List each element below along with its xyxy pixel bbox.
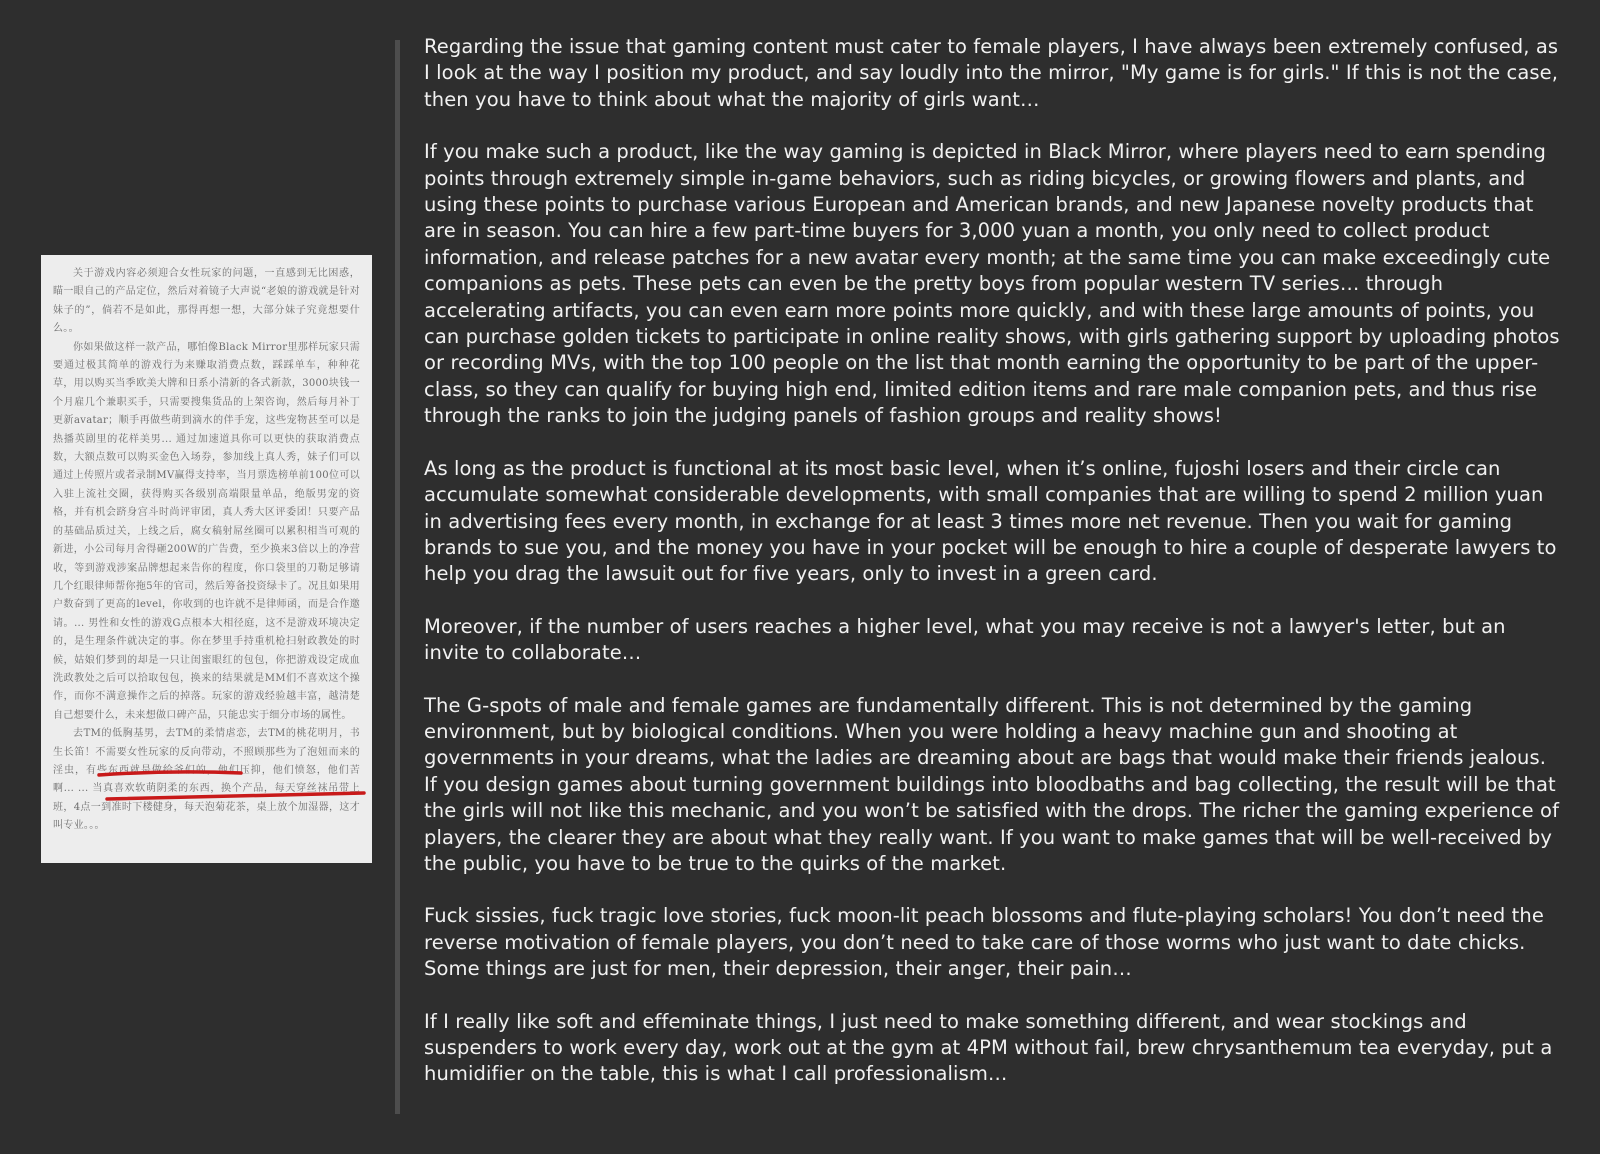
article-paragraph: The G-spots of male and female games are fundamentally different. This is not determined by the gaming environment, but by biological conditions. When you were holding a heavy machine gun and shooting at governments in your dreams, what the ladies are dreaming about are bags that would make their friends jealous. If you design games about turning government buildings into bloodbaths and bag collecting, the result will be that the girls will not like this mechanic, and you won’t be satisfied with the drops. The richer the gaming experience of players, the clearer they are about what they really want. If you want to make games that will be well-received by the public, you have to be true to the quirks of the market. xyxy=(424,693,1560,875)
article-paragraph: If you make such a product, like the way gaming is depicted in Black Mirror, where players need to earn spending points through extremely simple in-game behaviors, such as riding bicycles, or growing flowers and plants, and using these points to purchase various European and American brands, and new Japanese novelty products that are in season. You can hire a few part-time buyers for 3,000 yuan a month, you only need to collect product information, and release patches for a new avatar every month; at the same time you can make exceedingly cute companions as pets. These pets can even be the pretty boys from popular western TV series… through accelerating artifacts, you can even earn more points more quickly, and with these large amounts of points, you can purchase golden tickets to participate in online reality shows, with girls gathering support by uploading photos or recording MVs, with the top 100 people on the list that month earning the opportunity to be part of the upper-class, so they can qualify for buying high end, limited edition items and rare male companion pets, and thus rise through the ranks to join the judging panels of fashion groups and reality shows! xyxy=(424,140,1560,428)
article-paragraph: As long as the product is functional at its most basic level, when it’s online, fujoshi losers and their circle can accumulate somewhat considerable developments, with small companies that are willing to spend 2 million yuan in advertising fees every month, in exchange for at least 3 times more net revenue. Then you wait for gaming brands to sue you, and the money you have in your pocket will be enough to hire a couple of desperate lawyers to help you drag the lawsuit out for five years, only to invest in a green card. xyxy=(424,456,1557,586)
scan-paragraph: 你如果做这样一款产品，哪怕像Black Mirror里那样玩家只需要通过极其简单的游戏行为来赚取消费点数，踩踩单车，种种花草，用以购买当季欧美大牌和日系小清新的各式新款，3000块钱一个月雇几个兼职买手，只需要搜集货品的上架咨询，然后每月补丁更新avatar；顺手再做些萌到滴水的伴手宠，这些宠物甚至可以是热播英剧里的花样美男... 通过加速道具你可以更快的获取消费点数，大额点数可以购买金色入场券，参加线上真人秀，妹子们可以通过上传照片或者录制MV赢得支持率，当月票选榜单前100位可以入驻上流社交圈，获得购买各级别高端限量单品，绝版男宠的资格，并有机会跻身宫斗时尚评审团，真人秀大区评委团！只要产品的基础品质过关，上线之后，腐女稿射屌丝圈可以累积相当可观的新进，小公司每月舍得砸200W的广告费，至少换来3倍以上的净营收，等到游戏涉案品牌想起来告你的程度，你口袋里的刀勒足够请几个红眼律师帮你拖5年的官司，然后筹备投资绿卡了。况且如果用户数奋到了更高的level，你收到的也许就不是律师函，而是合作邀请。... 男性和女性的游戏G点根本大相径庭，这不是游戏环境决定的，是生理条件就决定的事。你在梦里手持重机枪扫射政教处的时候，姑娘们梦到的却是一只让闺蜜眼红的包包，你把游戏设定成血洗政教处之后可以拾取包包，换来的结果就是MM们不喜欢这个操作，而你不满意操作之后的掉落。玩家的游戏经验越丰富，越清楚自己想要什么，未来想做口碑产品，只能忠实于细分市场的属性。 xyxy=(53,341,360,721)
vertical-divider xyxy=(395,40,400,1114)
translated-article xyxy=(424,34,1564,1114)
article-paragraph: Regarding the issue that gaming content must cater to female players, I have always been extremely confused, as I look at the way I position my product, and say loudly into the mirror, "My game is for girls." If this is not the case, then you have to think about what the majority of girls want… xyxy=(424,35,1559,111)
article-paragraph: If I really like soft and effeminate things, I just need to make something different, and wear stockings and suspenders to work every day, work out at the gym at 4PM without fail, brew chrysanthemum tea everyday, put a humidifier on the table, this is what I call professionalism… xyxy=(424,1009,1553,1086)
scanned-chinese-post-image xyxy=(41,255,372,863)
scan-paragraph: 关于游戏内容必须迎合女性玩家的问题，一直感到无比困惑，瞄一眼自己的产品定位，然后对着镜子大声说“老娘的游戏就是针对妹子的”，倘若不是如此，那得再想一想，大部分妹子究竟想要什么。。 xyxy=(53,268,360,335)
scan-paragraph: 去TM的低胸基男，去TM的柔情虐恋，去TM的桃花明月，书生长笛！不需要女性玩家的反向带动，不照顾那些为了泡妞而来的淫虫，有些东西就是做给爷们的，他们压抑，他们愤怒，他们苦啊... ... 当真喜欢软萌阴柔的东西，换个产品，每天穿丝袜吊带上班，4点一到准时下楼健身，每天泡菊花茶，桌上放个加湿器，这才叫专业。。。 xyxy=(53,728,360,832)
article-paragraph: Fuck sissies, fuck tragic love stories, fuck moon-lit peach blossoms and flute-playing scholars! You don’t need the reverse motivation of female players, you don’t need to take care of those worms who just want to date chicks. Some things are just for men, their depression, their anger, their pain… xyxy=(424,904,1544,981)
article-paragraph: Moreover, if the number of users reaches a higher level, what you may receive is not a lawyer's letter, but an invite to collaborate… xyxy=(424,614,1506,665)
scanned-text-block xyxy=(53,265,360,836)
